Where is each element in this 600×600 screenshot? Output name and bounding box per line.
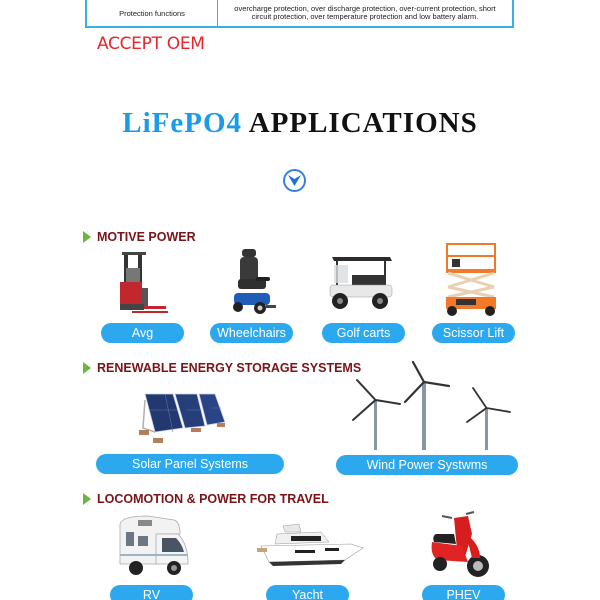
play-arrow-icon: [83, 231, 91, 243]
page-title: [0, 107, 600, 140]
pill-golf-carts[interactable]: Golf carts: [322, 323, 405, 343]
rv-image: [118, 514, 190, 580]
title-part-1: LiFePO4: [122, 107, 243, 139]
spec-value: overcharge protection, over discharge protection, over-current protection, short circuit protection, over temperature protection and low battery alarm.: [234, 3, 496, 21]
chevron-down-circle-icon[interactable]: [283, 169, 306, 192]
yacht-image: [255, 518, 365, 578]
section-heading-text: LOCOMOTION & POWER FOR TRAVEL: [97, 492, 329, 506]
pill-rv[interactable]: RV: [110, 585, 193, 600]
scooter-image: [428, 504, 494, 580]
section-heading-locomotion-travel: [83, 492, 329, 506]
section-heading-motive-power: [83, 230, 196, 244]
solar-panel-image: [135, 388, 230, 448]
pill-scissor-lift[interactable]: Scissor Lift: [432, 323, 515, 343]
wheelchair-image: [228, 247, 278, 317]
pill-phev[interactable]: PHEV: [422, 585, 505, 600]
play-arrow-icon: [83, 362, 91, 374]
section-heading-renewable-energy: [83, 361, 361, 375]
pill-avg[interactable]: Avg: [101, 323, 184, 343]
section-heading-text: MOTIVE POWER: [97, 230, 196, 244]
pill-solar-panel-systems[interactable]: Solar Panel Systems: [96, 454, 284, 474]
pill-wind-power-systems[interactable]: Wind Power Systwms: [336, 455, 518, 475]
title-part-2: APPLICATIONS: [248, 107, 478, 139]
spec-label: Protection functions: [87, 0, 218, 26]
accept-oem-text: ACCEPT OEM: [97, 34, 205, 54]
forklift-image: [118, 250, 168, 320]
pill-wheelchairs[interactable]: Wheelchairs: [210, 323, 293, 343]
section-heading-text: RENEWABLE ENERGY STORAGE SYSTEMS: [97, 361, 362, 375]
pill-yacht[interactable]: Yacht: [266, 585, 349, 600]
spec-table: [85, 0, 514, 28]
scissor-lift-image: [442, 241, 500, 317]
wind-turbine-image: [345, 360, 520, 452]
play-arrow-icon: [83, 493, 91, 505]
golf-cart-image: [322, 253, 402, 313]
